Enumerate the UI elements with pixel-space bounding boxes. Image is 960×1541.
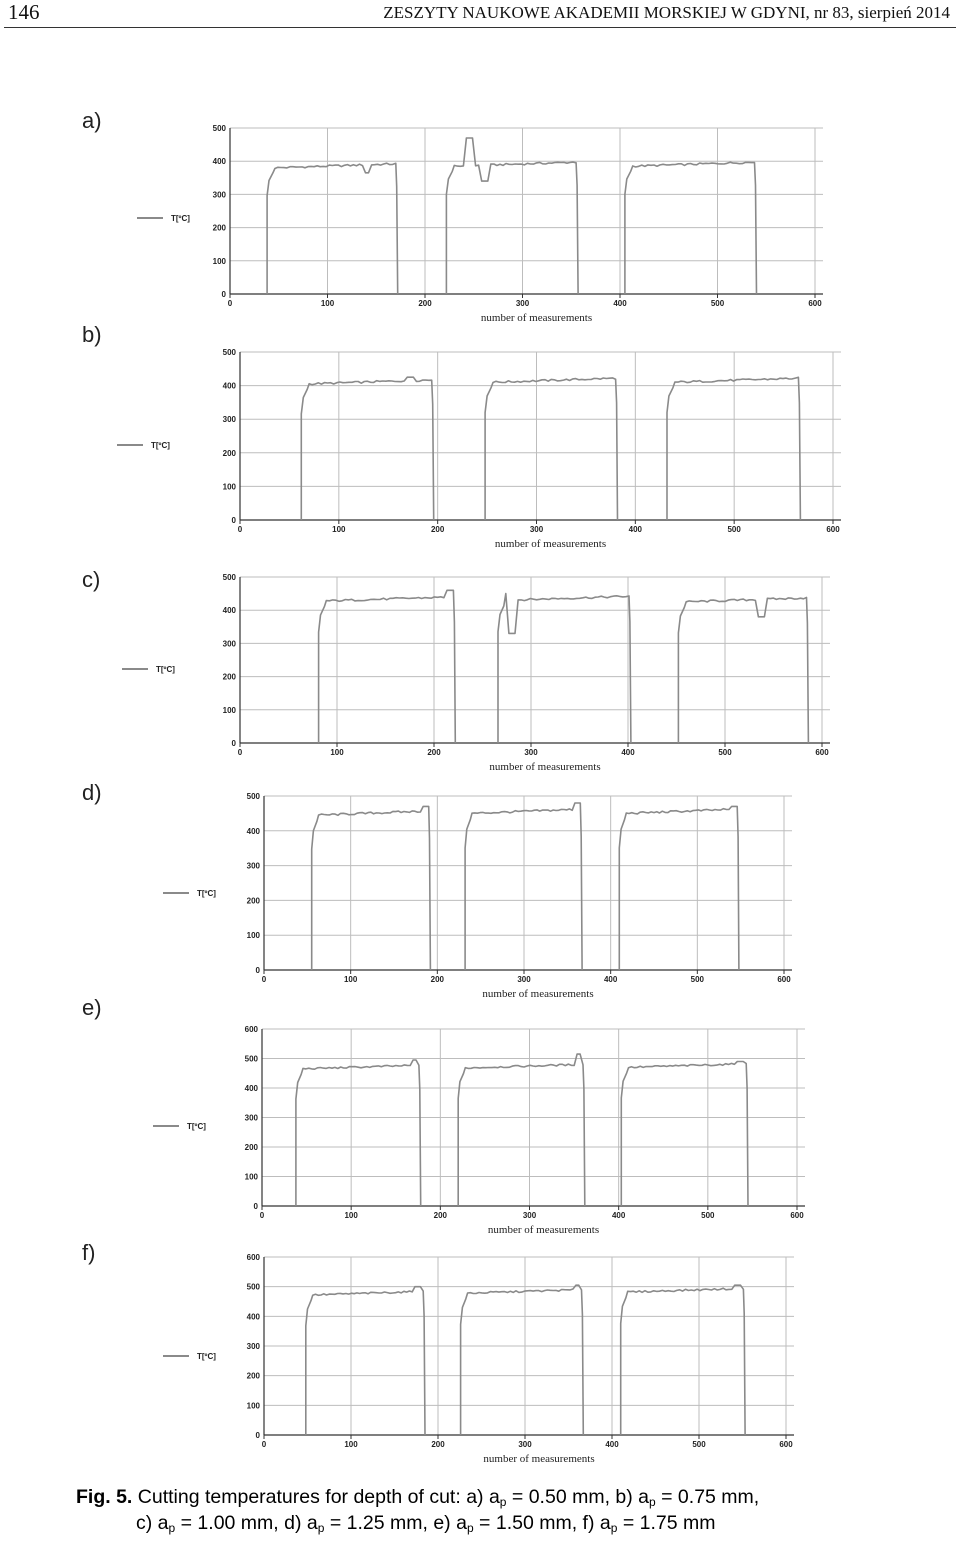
y-tick-label-c-2: 200 [222,672,236,682]
x-tick-label-a-4: 400 [613,299,627,308]
y-tick-label-d-2: 200 [246,896,260,906]
temperature-segment-b-2 [485,378,617,520]
x-tick-label-c-2: 200 [427,748,441,757]
x-tick-label-f-5: 500 [692,1440,706,1449]
y-tick-label-b-2: 200 [222,448,236,458]
caption-label: Fig. 5. [76,1486,133,1508]
y-tick-label-a-2: 200 [212,223,226,233]
temperature-segment-f-1 [306,1287,425,1435]
x-tick-label-c-1: 100 [330,748,344,757]
x-axis-title-d: number of measurements [482,988,594,1000]
y-tick-label-b-5: 500 [222,348,236,357]
y-tick-label-e-2: 200 [244,1143,258,1152]
temperature-segment-f-2 [461,1285,584,1435]
x-tick-label-d-1: 100 [343,975,358,984]
x-tick-label-c-6: 600 [815,748,829,757]
y-tick-label-f-5: 500 [246,1282,260,1292]
y-tick-label-a-3: 300 [212,190,226,200]
x-tick-label-b-6: 600 [826,525,840,534]
y-tick-label-c-5: 500 [222,573,236,582]
temperature-segment-e-3 [621,1062,748,1207]
temperature-segment-e-2 [458,1054,585,1206]
panel-label-b: b) [82,322,102,347]
x-tick-label-f-0: 0 [261,1440,267,1449]
temperature-segment-c-1 [319,590,456,743]
x-tick-label-f-2: 200 [431,1440,445,1449]
y-tick-label-a-0: 0 [221,290,226,299]
x-tick-label-d-3: 300 [517,975,531,984]
x-tick-label-f-6: 600 [779,1440,793,1449]
y-tick-label-d-4: 400 [246,826,260,836]
y-tick-label-e-3: 300 [244,1113,258,1123]
x-tick-label-d-2: 200 [430,975,445,984]
panel-label-d: d) [82,780,102,805]
panel-label-a: a) [82,108,102,133]
x-tick-label-c-3: 300 [524,748,538,757]
y-tick-label-c-1: 100 [222,705,236,715]
y-tick-label-f-3: 300 [246,1342,260,1351]
y-tick-label-e-4: 400 [244,1084,258,1093]
y-tick-label-d-1: 100 [246,931,260,941]
x-tick-label-a-6: 600 [808,299,822,308]
y-tick-label-f-4: 400 [246,1312,260,1322]
y-tick-label-b-4: 400 [222,381,236,391]
x-axis-title-b: number of measurements [494,538,607,550]
x-tick-label-d-6: 600 [777,975,791,984]
x-tick-label-e-0: 0 [259,1211,265,1220]
y-tick-label-b-3: 300 [222,415,236,425]
legend-label-b: T[ºC] [151,441,170,450]
x-tick-label-e-3: 300 [522,1211,537,1220]
y-tick-label-e-1: 100 [244,1172,258,1182]
y-tick-label-f-1: 100 [246,1401,260,1411]
y-tick-label-c-0: 0 [231,739,236,748]
x-tick-label-b-2: 200 [430,525,445,534]
x-tick-label-e-6: 600 [790,1211,804,1220]
legend-label-f: T[ºC] [197,1352,216,1361]
x-tick-label-a-2: 200 [418,299,432,308]
legend-label-a: T[ºC] [171,214,190,223]
y-tick-label-e-0: 0 [253,1202,258,1211]
x-tick-label-c-0: 0 [237,748,243,757]
x-tick-label-f-3: 300 [518,1440,532,1449]
caption-text-1: Cutting temperatures for depth of cut: a) a [137,1486,500,1508]
x-tick-label-e-2: 200 [433,1211,448,1220]
x-axis-title-f: number of measurements [483,1453,595,1465]
x-tick-label-f-1: 100 [344,1440,358,1449]
y-tick-label-a-1: 100 [212,256,226,266]
x-tick-label-b-4: 400 [628,525,643,534]
y-tick-label-d-3: 300 [246,861,260,871]
temperature-segment-c-3 [678,598,808,744]
x-tick-label-d-0: 0 [261,975,267,984]
legend-label-c: T[ºC] [156,665,175,674]
panel-label-e: e) [82,995,102,1020]
x-axis-title-c: number of measurements [489,761,601,773]
x-axis-title-e: number of measurements [487,1224,600,1236]
x-tick-label-a-1: 100 [320,299,335,308]
legend-label-d: T[ºC] [197,889,216,898]
x-tick-label-a-3: 300 [515,299,530,308]
y-tick-label-c-3: 300 [222,639,236,649]
temperature-segment-a-1 [267,163,398,294]
panel-label-c: c) [82,567,101,592]
x-tick-label-e-1: 100 [344,1211,358,1220]
y-tick-label-e-5: 500 [244,1054,258,1064]
y-tick-label-f-2: 200 [246,1371,260,1381]
y-tick-label-f-0: 0 [255,1431,260,1440]
x-tick-label-d-4: 400 [603,975,618,984]
x-tick-label-e-4: 400 [611,1211,626,1220]
x-tick-label-c-5: 500 [718,748,732,757]
x-axis-title-a: number of measurements [480,312,593,324]
x-tick-label-f-4: 400 [605,1440,619,1449]
temperature-segment-e-1 [296,1060,421,1206]
y-tick-label-a-5: 500 [212,124,226,133]
temperature-segment-f-3 [621,1285,745,1435]
x-tick-label-a-0: 0 [227,299,233,308]
legend-label-e: T[ºC] [187,1122,206,1131]
x-tick-label-b-3: 300 [529,525,544,534]
y-tick-label-d-0: 0 [255,966,260,975]
y-tick-label-b-1: 100 [222,482,236,492]
x-tick-label-b-5: 500 [727,525,741,534]
x-tick-label-e-5: 500 [701,1211,715,1220]
y-tick-label-f-6: 600 [246,1253,260,1262]
y-tick-label-a-4: 400 [212,157,226,167]
x-tick-label-b-0: 0 [237,525,243,534]
y-tick-label-e-6: 600 [244,1025,258,1034]
temperature-segment-c-2 [498,594,631,743]
running-title: ZESZYTY NAUKOWE AKADEMII MORSKIEJ W GDYNI, nr 83, sierpień 2014 [383,3,950,22]
page-number: 146 [8,0,40,24]
x-tick-label-b-1: 100 [332,525,346,534]
y-tick-label-d-5: 500 [246,792,260,801]
y-tick-label-b-0: 0 [231,516,236,525]
x-tick-label-d-5: 500 [690,975,705,984]
panel-label-f: f) [82,1240,96,1265]
x-tick-label-a-5: 500 [710,299,725,308]
y-tick-label-c-4: 400 [222,606,236,616]
temperature-segment-b-1 [301,377,433,520]
x-tick-label-c-4: 400 [621,748,635,757]
